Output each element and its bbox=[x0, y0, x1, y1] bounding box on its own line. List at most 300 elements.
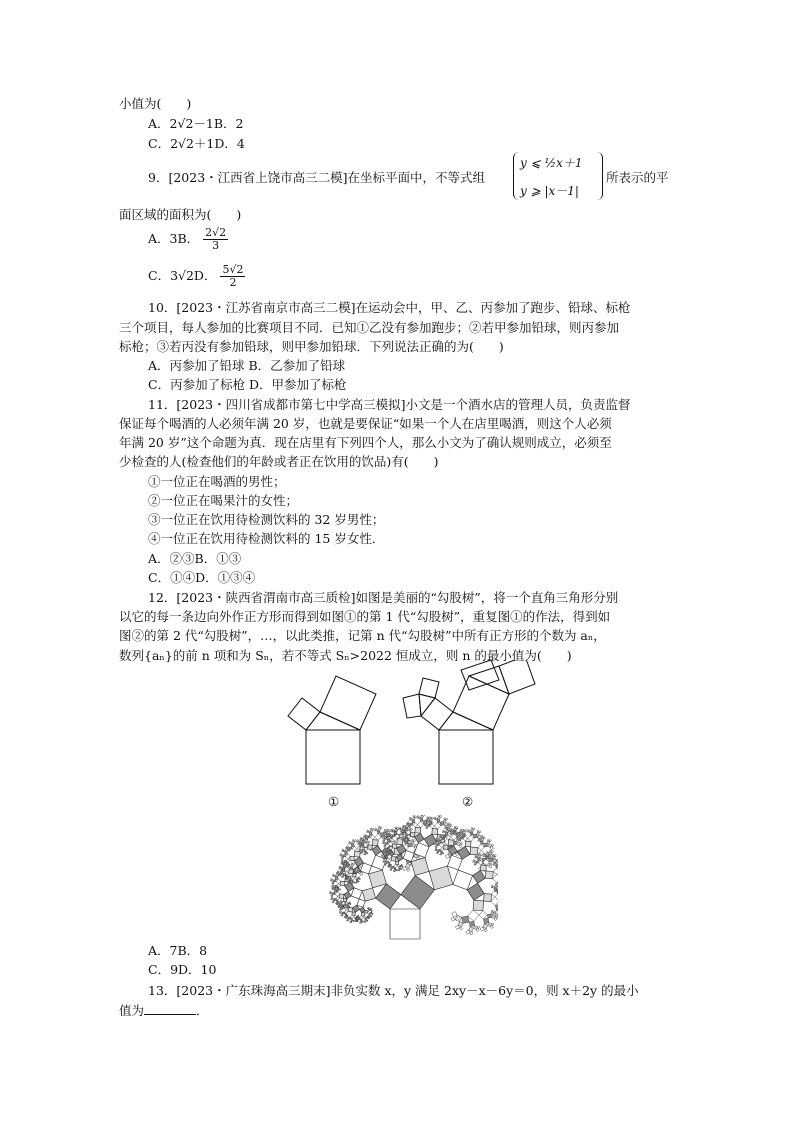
tree-square bbox=[360, 852, 361, 853]
tree-square bbox=[358, 881, 359, 882]
tree-square bbox=[403, 825, 405, 827]
tree-square bbox=[434, 844, 435, 845]
tree-square bbox=[345, 913, 347, 915]
tree-square bbox=[391, 829, 393, 831]
tree-square bbox=[469, 927, 474, 932]
tree-square bbox=[460, 842, 462, 844]
tree-square bbox=[463, 829, 465, 831]
tree-square bbox=[347, 862, 349, 864]
tree-square bbox=[415, 833, 425, 843]
tree-square bbox=[344, 907, 345, 908]
tree-square bbox=[467, 831, 468, 832]
gen1-right-square bbox=[320, 676, 376, 730]
tree-square bbox=[339, 902, 340, 903]
tree-square bbox=[336, 879, 341, 884]
tree-square bbox=[495, 883, 497, 885]
tree-square bbox=[384, 849, 385, 850]
tree-square bbox=[409, 828, 411, 830]
tree-square bbox=[395, 827, 397, 829]
tree-square bbox=[362, 913, 365, 916]
tree-square bbox=[335, 892, 340, 897]
tree-square bbox=[417, 821, 423, 827]
q11-line-4: 少检查的人(检查他们的年龄或者正在饮用的饮品)有( ) bbox=[119, 454, 439, 469]
tree-square bbox=[340, 903, 342, 905]
tree-square bbox=[342, 867, 344, 869]
tree-square bbox=[438, 849, 440, 851]
tree-square bbox=[389, 833, 391, 835]
tree-square bbox=[453, 831, 456, 834]
tree-square bbox=[348, 917, 350, 919]
tree-square bbox=[388, 859, 392, 863]
tree-square bbox=[345, 910, 349, 914]
tree-square bbox=[434, 823, 440, 829]
tree-square bbox=[481, 836, 483, 838]
tree-square bbox=[343, 855, 345, 857]
tree-square bbox=[348, 850, 349, 851]
tree-square bbox=[367, 912, 370, 915]
tree-square bbox=[334, 898, 336, 900]
tree-square bbox=[478, 840, 479, 841]
tree-square bbox=[335, 876, 338, 879]
tree-square bbox=[388, 853, 389, 854]
tree-square bbox=[448, 840, 454, 846]
tree-square bbox=[392, 852, 393, 853]
tree-square bbox=[483, 918, 489, 924]
tree-square bbox=[344, 916, 345, 917]
q10-line-2: 三个项目，每人参加的比赛项目不同．已知①乙没有参加跑步；②若甲参加铅球，则丙参加 bbox=[119, 320, 620, 335]
tree-square bbox=[492, 854, 494, 856]
tree-square bbox=[372, 914, 373, 915]
tree-square bbox=[359, 917, 360, 918]
tree-square bbox=[337, 871, 339, 873]
tree-square bbox=[357, 839, 359, 841]
tree-square bbox=[443, 853, 444, 854]
tree-square bbox=[491, 844, 493, 846]
tree-square bbox=[390, 909, 420, 939]
tree-square bbox=[347, 904, 349, 906]
tree-square bbox=[407, 868, 410, 871]
tree-square bbox=[351, 888, 362, 899]
tree-square bbox=[491, 910, 493, 912]
tree-square bbox=[408, 843, 412, 847]
tree-square bbox=[400, 831, 401, 832]
tree-square bbox=[477, 926, 479, 928]
tree-square bbox=[429, 821, 432, 824]
q12-line-1: 12．[2023・陕西省渭南市高三质检]如图是美丽的“勾股树”，将一个直角三角形分别 bbox=[148, 590, 619, 605]
tree-square bbox=[426, 820, 427, 821]
tree-square bbox=[459, 840, 460, 841]
tree-square bbox=[369, 870, 387, 888]
tree-square bbox=[459, 833, 460, 834]
tree-square bbox=[351, 863, 353, 865]
tree-square bbox=[437, 820, 440, 823]
tree-square bbox=[393, 871, 394, 872]
tree-square bbox=[359, 922, 360, 923]
tree-square bbox=[364, 854, 365, 855]
tree-square bbox=[341, 858, 342, 859]
tree-square bbox=[367, 830, 369, 832]
tree-square bbox=[360, 907, 365, 912]
tree-square bbox=[424, 825, 425, 826]
tree-square bbox=[402, 837, 403, 838]
tree-square bbox=[392, 835, 394, 837]
q9-stem-line2: 面区域的面积为( ) bbox=[119, 207, 242, 222]
gen2-right-right-square bbox=[499, 660, 535, 694]
tree-square bbox=[480, 927, 484, 931]
q12-options-ab: A．7B．8 bbox=[148, 943, 208, 958]
tree-square bbox=[339, 910, 341, 912]
tree-square bbox=[444, 818, 446, 820]
tree-square bbox=[417, 817, 418, 818]
tree-square bbox=[360, 919, 362, 921]
tree-square bbox=[444, 836, 446, 838]
tree-square bbox=[471, 828, 473, 830]
q11-item-1: ①一位正在喝酒的男性； bbox=[148, 474, 286, 489]
tree-square bbox=[355, 918, 357, 920]
q11-line-2: 保证每个喝酒的人必须年满 20 岁，也就是要保证“如果一个人在店里喝酒，则这个人必须 bbox=[119, 416, 612, 431]
tree-square bbox=[384, 831, 386, 833]
tree-square bbox=[392, 866, 394, 868]
gen1-left-square bbox=[288, 698, 320, 730]
tree-square bbox=[332, 883, 333, 884]
tree-square bbox=[342, 864, 343, 865]
tree-square bbox=[331, 895, 332, 896]
tree-square bbox=[410, 841, 411, 842]
tree-square bbox=[444, 828, 445, 829]
gen2-right-triangle-2 bbox=[469, 666, 509, 694]
pythagoras-tree-full-figure bbox=[318, 815, 498, 943]
tree-square bbox=[350, 921, 351, 922]
tree-square bbox=[436, 837, 438, 839]
answer-blank[interactable] bbox=[144, 1002, 196, 1015]
tree-square bbox=[375, 834, 381, 840]
tree-square bbox=[366, 831, 367, 832]
tree-square bbox=[359, 879, 360, 880]
tree-square bbox=[435, 850, 436, 851]
tree-square bbox=[365, 834, 367, 836]
tree-square bbox=[434, 842, 436, 844]
tree-square bbox=[408, 826, 409, 827]
tree-square bbox=[348, 843, 349, 844]
tree-square bbox=[371, 910, 372, 911]
tree-square bbox=[489, 858, 493, 862]
tree-square bbox=[424, 823, 426, 825]
tree-square bbox=[491, 897, 498, 905]
tree-square bbox=[483, 855, 484, 856]
tree-square bbox=[401, 869, 402, 870]
tree-square bbox=[478, 844, 484, 850]
tree-square bbox=[437, 843, 439, 845]
tree-square bbox=[459, 927, 462, 930]
tree-square bbox=[341, 876, 342, 877]
tree-square bbox=[406, 841, 407, 842]
tree-square bbox=[361, 843, 363, 845]
tree-square bbox=[382, 854, 384, 856]
tree-square bbox=[365, 851, 367, 853]
tree-square bbox=[343, 912, 345, 914]
tree-square bbox=[420, 818, 423, 821]
tree-square bbox=[360, 837, 362, 839]
tree-square bbox=[372, 840, 378, 846]
tree-square bbox=[486, 851, 488, 853]
tree-square bbox=[339, 894, 343, 898]
tree-square bbox=[445, 854, 449, 858]
tree-square bbox=[440, 847, 444, 851]
tree-square bbox=[342, 905, 344, 907]
gen2-right-triangle bbox=[439, 712, 493, 730]
q12-line-3: 图②的第 2 代“勾股树”，…，以此类推，记第 n 代“勾股树”中所有正方形的个数为 aₙ， bbox=[119, 628, 606, 643]
q10-options-cd: C．丙参加了标枪 D．甲参加了标枪 bbox=[148, 377, 347, 392]
gen2-right-left-square bbox=[461, 660, 499, 690]
q13-line-2: 值为 ． bbox=[119, 1003, 209, 1018]
tree-square bbox=[364, 836, 365, 837]
q9-options-ab: A．3B． $\frac{2√2}{3}$ bbox=[148, 226, 227, 252]
tree-square bbox=[350, 856, 354, 860]
tree-square bbox=[396, 870, 397, 871]
tree-square bbox=[341, 908, 342, 909]
tree-square bbox=[359, 877, 360, 878]
tree-square bbox=[444, 845, 448, 849]
tree-square bbox=[374, 830, 375, 831]
tree-square bbox=[348, 907, 352, 911]
q9-options-cd: C．3√2D． $\frac{5√2}{2}$ bbox=[148, 263, 244, 289]
tree-square bbox=[340, 890, 341, 891]
tree-square bbox=[375, 828, 377, 830]
tree-square bbox=[474, 864, 475, 865]
tree-square bbox=[359, 850, 360, 851]
tree-square bbox=[436, 852, 437, 853]
tree-square bbox=[487, 914, 491, 918]
tree-square bbox=[340, 874, 341, 875]
tree-square bbox=[383, 861, 384, 862]
q11-options-ab: A．②③B．①③ bbox=[148, 551, 242, 566]
tree-square bbox=[434, 817, 436, 819]
tree-square bbox=[333, 892, 335, 894]
tree-square bbox=[383, 841, 385, 843]
tree-square bbox=[339, 909, 340, 910]
gen2-left-right-square bbox=[419, 678, 439, 698]
q9-ineq-1: y ⩽ ½x＋1 bbox=[520, 156, 583, 170]
tree-square bbox=[390, 837, 391, 838]
tree-square bbox=[440, 854, 441, 855]
q9-inequality-system bbox=[513, 152, 603, 200]
tree-square bbox=[405, 828, 408, 831]
tree-square bbox=[346, 907, 347, 908]
tree-square bbox=[462, 834, 465, 837]
tree-square bbox=[442, 839, 443, 840]
gen2-right-square bbox=[453, 676, 509, 730]
q11-line-1: 11．[2023・四川省成都市第七中学高三模拟]小文是一个酒水店的管理人员，负责监督 bbox=[148, 397, 631, 412]
tree-square bbox=[402, 835, 404, 837]
tree-square bbox=[385, 855, 387, 857]
tree-square bbox=[347, 846, 349, 848]
tree-square bbox=[340, 900, 342, 902]
tree-square bbox=[340, 872, 342, 874]
tree-square bbox=[368, 845, 372, 849]
tree-square bbox=[351, 877, 355, 881]
tree-square bbox=[351, 844, 354, 847]
tree-square bbox=[384, 847, 386, 849]
tree-square bbox=[402, 867, 403, 868]
tree-square bbox=[478, 838, 480, 840]
tree-square bbox=[366, 840, 368, 842]
tree-square bbox=[479, 911, 487, 919]
tree-square bbox=[349, 878, 351, 880]
tree-square bbox=[354, 857, 364, 867]
tree-square bbox=[335, 903, 336, 904]
q13-line-1: 13．[2023・广东珠海高三期末]非负实数 x，y 满足 2xy－x－6y＝0，则 x＋2y 的最小 bbox=[148, 983, 639, 998]
q10-line-1: 10．[2023・江苏省南京市高三二模]在运动会中，甲、乙、丙参加了跑步、铅球、标枪 bbox=[148, 300, 631, 315]
tree-square bbox=[344, 861, 346, 863]
tree-square bbox=[359, 846, 360, 847]
tree-square bbox=[362, 849, 364, 851]
tree-square bbox=[469, 921, 475, 927]
fig1-label: ① bbox=[328, 794, 340, 809]
tree-square bbox=[352, 846, 357, 851]
tree-square bbox=[468, 910, 479, 921]
tree-square bbox=[384, 838, 385, 839]
tree-square bbox=[339, 912, 340, 913]
tree-square bbox=[331, 899, 332, 900]
tree-square bbox=[340, 870, 341, 871]
tree-square bbox=[329, 893, 330, 894]
tree-square bbox=[386, 842, 388, 844]
tree-square bbox=[382, 835, 384, 837]
q9-stem: 9．[2023・江西省上饶市高三二模]在坐标平面中，不等式组 bbox=[148, 170, 486, 185]
tree-square bbox=[368, 918, 369, 919]
tree-square bbox=[355, 882, 356, 883]
tree-square bbox=[462, 916, 469, 923]
q11-item-2: ②一位正在喝果汁的女性； bbox=[148, 493, 299, 508]
tree-square bbox=[383, 833, 384, 834]
pythagoras-tree-gen2-figure bbox=[395, 660, 555, 805]
tree-square bbox=[358, 844, 359, 845]
tree-square bbox=[436, 839, 437, 840]
tree-square bbox=[382, 843, 383, 844]
tree-square bbox=[452, 912, 457, 917]
tree-square bbox=[407, 823, 408, 824]
tree-square bbox=[378, 826, 380, 828]
tree-square bbox=[368, 836, 370, 838]
tree-square bbox=[470, 832, 473, 835]
tree-square bbox=[349, 869, 353, 873]
tree-square bbox=[346, 865, 347, 866]
tree-square bbox=[358, 842, 360, 844]
q9-option-b-fraction: $\frac{2√2}{3}$ bbox=[205, 226, 227, 252]
tree-square bbox=[364, 921, 365, 922]
tree-square bbox=[333, 874, 335, 876]
tree-square bbox=[346, 875, 348, 877]
tree-square bbox=[473, 900, 484, 911]
tree-square bbox=[332, 901, 333, 902]
tree-square bbox=[388, 863, 390, 865]
tree-square bbox=[441, 834, 443, 836]
tree-square bbox=[494, 888, 497, 891]
tree-square bbox=[440, 821, 444, 825]
tree-square bbox=[389, 835, 390, 836]
tree-square bbox=[370, 828, 372, 830]
tree-square bbox=[341, 915, 342, 916]
tree-square bbox=[350, 902, 351, 903]
tree-square bbox=[336, 896, 340, 900]
tree-square bbox=[410, 823, 412, 825]
tree-square bbox=[442, 831, 443, 832]
tree-square bbox=[467, 883, 484, 900]
tree-square bbox=[398, 870, 399, 871]
tree-square bbox=[367, 921, 368, 922]
tree-square bbox=[480, 841, 483, 844]
tree-square bbox=[369, 914, 371, 916]
fig2-label: ② bbox=[462, 794, 474, 809]
tree-square bbox=[483, 843, 487, 847]
tree-square bbox=[487, 839, 489, 841]
tree-square bbox=[349, 865, 350, 866]
tree-square bbox=[385, 836, 387, 838]
tree-square bbox=[415, 827, 421, 833]
q11-options-cd: C．①④D．①③④ bbox=[148, 570, 256, 585]
tree-square bbox=[395, 861, 398, 864]
q9-option-d-fraction: $\frac{5√2}{2}$ bbox=[222, 263, 244, 289]
tree-square bbox=[335, 886, 337, 888]
tree-square bbox=[377, 831, 380, 834]
tree-square bbox=[448, 824, 450, 826]
tree-square bbox=[355, 877, 358, 880]
gen2-left-left-square bbox=[403, 694, 421, 718]
tree-square bbox=[407, 822, 409, 824]
tree-square bbox=[336, 890, 337, 891]
tree-square bbox=[356, 879, 358, 881]
q9-stem-tail: 所表示的平 bbox=[606, 170, 669, 185]
tree-square bbox=[470, 847, 478, 855]
tree-square bbox=[365, 911, 368, 914]
tree-square bbox=[352, 912, 355, 915]
gen1-right-triangle bbox=[306, 712, 360, 730]
tree-square bbox=[468, 829, 470, 831]
tree-square bbox=[392, 844, 396, 848]
tree-square bbox=[399, 829, 400, 830]
tree-square bbox=[366, 838, 367, 839]
tree-square bbox=[354, 851, 360, 857]
q8-options-cd: C．2√2＋1D．4 bbox=[148, 136, 245, 151]
pythagoras-tree-gen1-figure bbox=[270, 660, 400, 805]
tree-square bbox=[457, 837, 458, 838]
tree-square bbox=[475, 857, 476, 858]
tree-square bbox=[331, 878, 333, 880]
tree-square bbox=[443, 830, 445, 832]
tree-square bbox=[425, 827, 426, 828]
tree-square bbox=[399, 867, 401, 869]
tree-square bbox=[435, 846, 436, 847]
tree-square bbox=[492, 923, 494, 925]
tree-square bbox=[451, 828, 453, 830]
tree-square bbox=[439, 843, 444, 848]
tree-square bbox=[330, 880, 331, 881]
tree-square bbox=[480, 865, 486, 871]
tree-square bbox=[358, 915, 359, 916]
tree-square bbox=[383, 858, 384, 859]
tree-square bbox=[411, 858, 429, 876]
tree-square bbox=[399, 827, 401, 829]
tree-square bbox=[438, 840, 441, 843]
tree-square bbox=[362, 840, 365, 843]
tree-square bbox=[429, 866, 453, 890]
tree-square bbox=[389, 850, 391, 852]
tree-square bbox=[339, 868, 340, 869]
tree-square bbox=[369, 907, 370, 908]
tree-square bbox=[343, 873, 345, 875]
tree-square bbox=[337, 872, 338, 873]
tree-square bbox=[331, 888, 332, 889]
